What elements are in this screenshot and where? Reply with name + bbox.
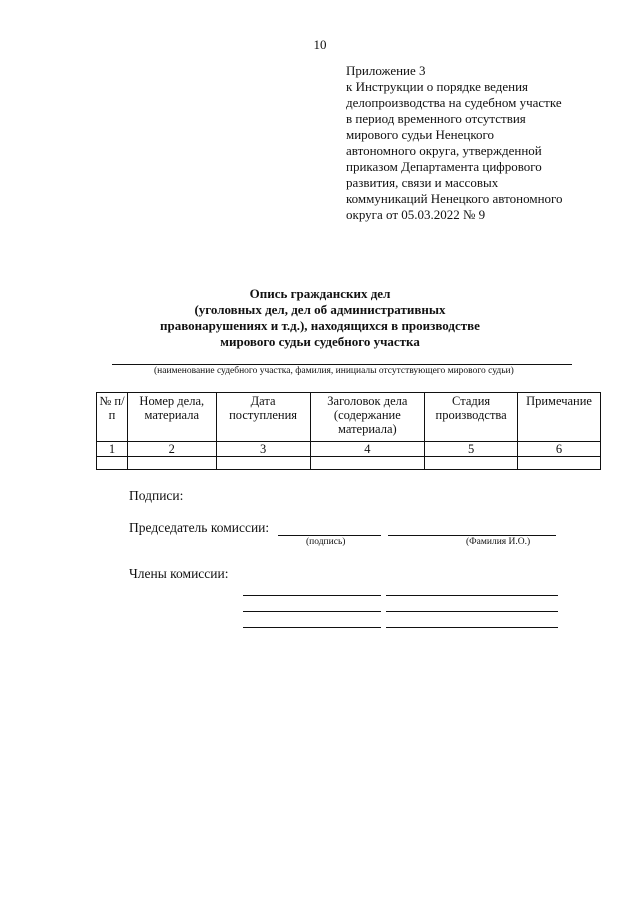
- member-name-line: [386, 627, 558, 628]
- chairman-name-line: [388, 535, 556, 536]
- appendix-line: округа от 05.03.2022 № 9: [346, 207, 486, 222]
- appendix-line: мирового судьи Ненецкого: [346, 127, 495, 142]
- title-line: правонарушениях и т.д.), находящихся в производстве: [160, 318, 480, 333]
- appendix-block: [346, 63, 606, 223]
- column-header: Стадия производства: [425, 393, 518, 442]
- chairman-label: Председатель комиссии:: [129, 520, 270, 535]
- name-caption: (Фамилия И.О.): [466, 537, 531, 547]
- document-title: [0, 286, 640, 350]
- appendix-line: к Инструкции о порядке ведения: [346, 79, 529, 94]
- inventory-table: [96, 392, 601, 470]
- member-signature-line: [243, 627, 381, 628]
- column-number: 1: [97, 442, 128, 457]
- signatures-heading: Подписи:: [129, 488, 184, 503]
- table-cell: [310, 457, 425, 470]
- table-cell: [518, 457, 601, 470]
- column-number-row: [97, 442, 601, 457]
- member-name-line: [386, 611, 558, 612]
- members-label: Члены комиссии:: [129, 566, 229, 581]
- table-cell: [127, 457, 216, 470]
- column-header: Дата поступления: [216, 393, 310, 442]
- table-row: [97, 457, 601, 470]
- title-line: Опись гражданских дел: [249, 286, 391, 301]
- title-line: мирового судьи судебного участка: [220, 334, 420, 349]
- column-number: 2: [127, 442, 216, 457]
- title-line: (уголовных дел, дел об административных: [194, 302, 446, 317]
- chairman-signature-line: [278, 535, 381, 536]
- appendix-line: в период временного отсутствия: [346, 111, 526, 126]
- column-header: Примечание: [518, 393, 601, 442]
- member-signature-line: [243, 611, 381, 612]
- member-signature-line: [243, 595, 381, 596]
- appendix-line: Приложение 3: [346, 63, 426, 78]
- appendix-line: коммуникаций Ненецкого автономного: [346, 191, 563, 206]
- signature-caption: (подпись): [306, 537, 346, 547]
- appendix-line: приказом Департамента цифрового: [346, 159, 542, 174]
- appendix-line: делопроизводства на судебном участке: [346, 95, 562, 110]
- member-name-line: [386, 595, 558, 596]
- appendix-line: развития, связи и массовых: [346, 175, 499, 190]
- table-cell: [425, 457, 518, 470]
- table-header-row: [97, 393, 601, 442]
- column-number: 3: [216, 442, 310, 457]
- table-cell: [216, 457, 310, 470]
- column-header: № п/п: [97, 393, 128, 442]
- page-number: 10: [313, 37, 327, 52]
- appendix-line: автономного округа, утвержденной: [346, 143, 542, 158]
- column-number: 4: [310, 442, 425, 457]
- column-number: 6: [518, 442, 601, 457]
- court-name-line: [112, 364, 572, 365]
- column-header: Номер дела, материала: [127, 393, 216, 442]
- table-cell: [97, 457, 128, 470]
- court-name-caption: (наименование судебного участка, фамилия, инициалы отсутствующего мирового судьи): [154, 366, 514, 376]
- column-header: Заголовок дела (содержание материала): [310, 393, 425, 442]
- column-number: 5: [425, 442, 518, 457]
